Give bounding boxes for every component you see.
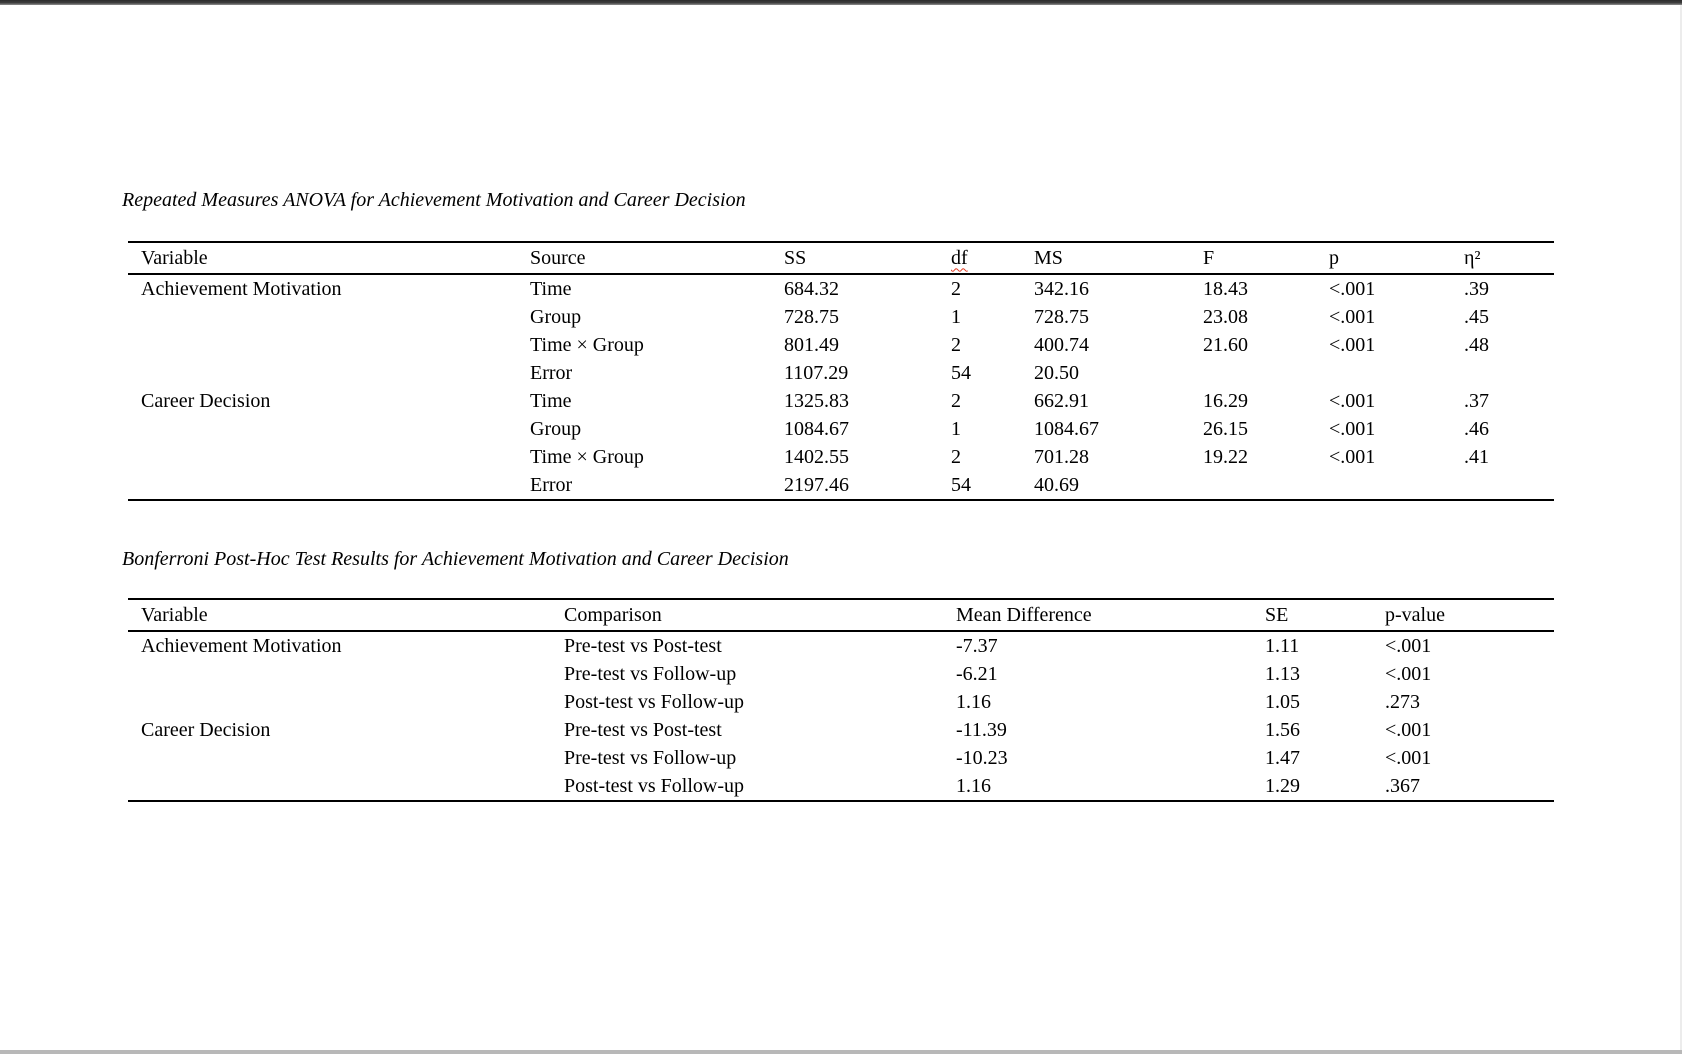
- table-cell: Achievement Motivation: [141, 277, 342, 300]
- table-cell: 1.16: [956, 774, 991, 797]
- table-row: [128, 631, 1554, 660]
- table-cell: <.001: [1329, 277, 1376, 300]
- column-header-variable: Variable: [128, 242, 530, 274]
- table-cell: [1203, 471, 1329, 500]
- table-row: [128, 274, 1554, 303]
- table-cell: 1325.83: [784, 389, 849, 412]
- page-bottom-edge: [0, 1050, 1682, 1054]
- table-cell: 2: [951, 277, 961, 300]
- table-cell: [128, 303, 530, 331]
- posthoc-table-title: Bonferroni Post-Hoc Test Results for Achievement Motivation and Career Decision: [122, 548, 789, 570]
- table-cell: 342.16: [1034, 277, 1089, 300]
- table-cell: [1464, 359, 1554, 387]
- column-header-mean-difference: Mean Difference: [956, 599, 1265, 631]
- table-cell: [1329, 471, 1464, 500]
- table-cell: 19.22: [1203, 445, 1248, 468]
- table-cell: 701.28: [1034, 445, 1089, 468]
- table-cell: 801.49: [784, 333, 839, 356]
- table-cell: 1: [951, 417, 961, 440]
- table-cell: Post-test vs Follow-up: [564, 774, 745, 797]
- table-cell: Group: [530, 305, 582, 328]
- table-cell: <.001: [1385, 662, 1432, 685]
- table-cell: Pre-test vs Post-test: [564, 634, 722, 657]
- table-cell: <.001: [1385, 746, 1432, 769]
- table-cell: <.001: [1385, 718, 1432, 741]
- table-cell: 20.50: [1034, 361, 1079, 384]
- table-cell: Error: [530, 473, 573, 496]
- table-cell: 1.56: [1265, 718, 1300, 741]
- table-cell: [128, 415, 530, 443]
- table-cell: 728.75: [1034, 305, 1089, 328]
- column-header-f: F: [1203, 242, 1329, 274]
- column-header-se: SE: [1265, 599, 1385, 631]
- table-row: [128, 303, 1554, 331]
- table-cell: 2: [951, 389, 961, 412]
- column-header-variable: Variable: [128, 599, 564, 631]
- table-cell: Time: [530, 389, 572, 412]
- table-cell: 2: [951, 333, 961, 356]
- column-header-comparison: Comparison: [564, 599, 956, 631]
- table-cell: <.001: [1385, 634, 1432, 657]
- table-row: [128, 772, 1554, 801]
- table-cell: 1107.29: [784, 361, 849, 384]
- anova-table-title: Repeated Measures ANOVA for Achievement Motivation and Career Decision: [122, 189, 746, 211]
- table-cell: 1084.67: [1034, 417, 1099, 440]
- table-cell: 400.74: [1034, 333, 1089, 356]
- table-cell: Pre-test vs Post-test: [564, 718, 722, 741]
- table-cell: -6.21: [956, 662, 998, 685]
- posthoc-table: [128, 598, 1554, 802]
- table-cell: Time: [530, 277, 572, 300]
- table-cell: 1.16: [956, 690, 991, 713]
- table-cell: 54: [951, 361, 971, 384]
- table-cell: Career Decision: [141, 718, 271, 741]
- column-header-ss: SS: [784, 242, 951, 274]
- table-cell: [128, 772, 564, 801]
- table-row: [128, 359, 1554, 387]
- table-cell: .39: [1464, 277, 1489, 300]
- table-row: [128, 744, 1554, 772]
- table-cell: Post-test vs Follow-up: [564, 690, 745, 713]
- table-cell: [1329, 359, 1464, 387]
- table-cell: .37: [1464, 389, 1489, 412]
- table-cell: 2197.46: [784, 473, 849, 496]
- table-cell: 728.75: [784, 305, 839, 328]
- header-row: [128, 599, 1554, 631]
- table-cell: [128, 660, 564, 688]
- table-cell: 18.43: [1203, 277, 1248, 300]
- table-cell: [128, 688, 564, 716]
- table-cell: .45: [1464, 305, 1489, 328]
- table-cell: [128, 471, 530, 500]
- table-cell: 1.05: [1265, 690, 1300, 713]
- table-cell: Group: [530, 417, 582, 440]
- table-cell: [128, 744, 564, 772]
- column-header-p-value: p-value: [1385, 599, 1554, 631]
- table-cell: [1464, 471, 1554, 500]
- header-row: [128, 242, 1554, 274]
- table-cell: 1084.67: [784, 417, 849, 440]
- table-cell: <.001: [1329, 389, 1376, 412]
- table-cell: <.001: [1329, 417, 1376, 440]
- table-cell: <.001: [1329, 445, 1376, 468]
- table-cell: 2: [951, 445, 961, 468]
- column-header-source: Source: [530, 242, 784, 274]
- table-cell: Achievement Motivation: [141, 634, 342, 657]
- table-cell: 16.29: [1203, 389, 1248, 412]
- table-cell: 26.15: [1203, 417, 1248, 440]
- table-row: [128, 660, 1554, 688]
- column-header-p: p: [1329, 242, 1464, 274]
- table-row: [128, 688, 1554, 716]
- column-header-ms: MS: [1034, 242, 1203, 274]
- table-cell: 40.69: [1034, 473, 1079, 496]
- table-cell: [1203, 359, 1329, 387]
- table-cell: 21.60: [1203, 333, 1248, 356]
- table-row: [128, 443, 1554, 471]
- table-cell: 684.32: [784, 277, 839, 300]
- table-cell: 662.91: [1034, 389, 1089, 412]
- table-cell: Error: [530, 361, 573, 384]
- table-cell: 1402.55: [784, 445, 849, 468]
- table-cell: -11.39: [956, 718, 1007, 741]
- table-cell: 1.13: [1265, 662, 1300, 685]
- table-cell: 1.11: [1265, 634, 1300, 657]
- table-cell: <.001: [1329, 333, 1376, 356]
- table-row: [128, 716, 1554, 744]
- table-row: [128, 331, 1554, 359]
- table-cell: Career Decision: [141, 389, 271, 412]
- table-cell: .273: [1385, 690, 1420, 713]
- table-row: [128, 415, 1554, 443]
- table-cell: .48: [1464, 333, 1489, 356]
- table-cell: <.001: [1329, 305, 1376, 328]
- table-cell: 1: [951, 305, 961, 328]
- table-cell: Pre-test vs Follow-up: [564, 662, 737, 685]
- table-cell: Pre-test vs Follow-up: [564, 746, 737, 769]
- column-header-df: [951, 242, 1034, 274]
- table-cell: Time × Group: [530, 445, 644, 468]
- table-cell: 54: [951, 473, 971, 496]
- table-cell: -10.23: [956, 746, 1008, 769]
- column-header-blank: η²: [1464, 242, 1554, 274]
- table-row: [128, 387, 1554, 415]
- table-cell: .41: [1464, 445, 1489, 468]
- table-cell: 1.29: [1265, 774, 1300, 797]
- table-cell: 23.08: [1203, 305, 1248, 328]
- table-cell: .367: [1385, 774, 1420, 797]
- table-cell: [128, 331, 530, 359]
- table-row: [128, 471, 1554, 500]
- table-cell: [128, 359, 530, 387]
- table-cell: .46: [1464, 417, 1489, 440]
- table-cell: 1.47: [1265, 746, 1300, 769]
- table-cell: [128, 443, 530, 471]
- table-cell: -7.37: [956, 634, 998, 657]
- spellcheck-flagged-text: df: [951, 246, 968, 269]
- anova-table: [128, 241, 1554, 501]
- table-cell: Time × Group: [530, 333, 644, 356]
